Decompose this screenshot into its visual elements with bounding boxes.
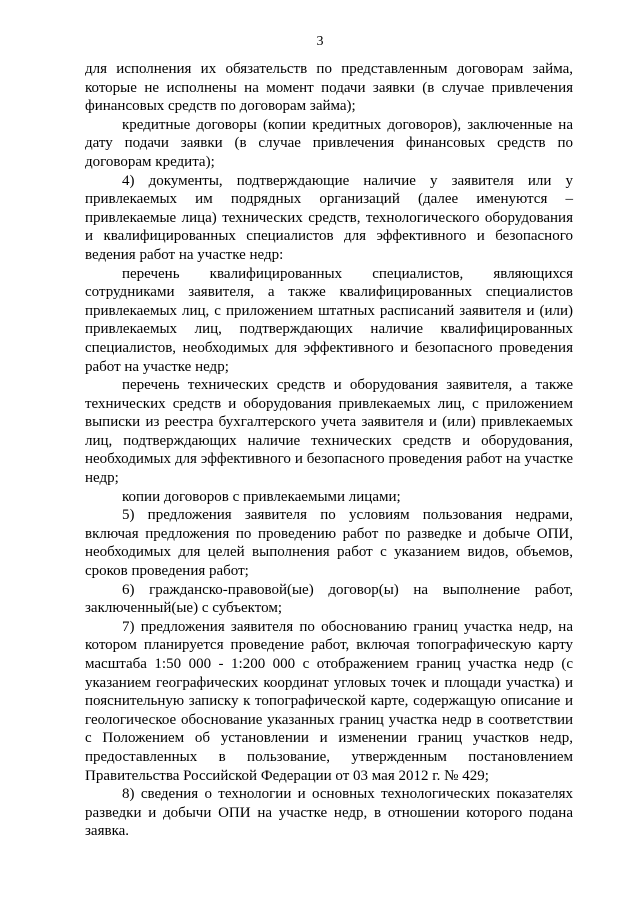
paragraph-item-5-proposals: 5) предложения заявителя по условиям пользования недрами, включая предложения по проведению работ по разведке и добыче ОПИ, необходимых для целей выполнения работ с указанием видов, объемов, сроков проведения работ; bbox=[85, 507, 573, 580]
paragraph-item-6-civil-contracts: 6) гражданско-правовой(ые) договор(ы) на выполнение работ, заключенный(ые) с субъектом; bbox=[85, 581, 573, 617]
page-number: 3 bbox=[316, 34, 324, 49]
paragraph-specialists-list: перечень квалифицированных специалистов, являющихся сотрудниками заявителя, а также квалифицированных специалистов привлекаемых лиц, с приложением штатных расписаний заявителя и (или) привлекаемых лиц, подтверждающих наличие квалифицированных специалистов, необходимых для эффективного и безопасного проведения работ на участке недр; bbox=[85, 265, 573, 375]
paragraph-item-7-boundaries: 7) предложения заявителя по обоснованию границ участка недр, на котором планируется проведение работ, включая топографическую карту масштаба 1:50 000 - 1:200 000 с отображением границ участка недр (с указанием географических координат угловых точек и площади участка) и пояснительную записку к топографической карте, содержащую описание и геологическое обоснование указанных границ участка недр в соответствии с Положением об установлении и изменении границ участков недр, предоставленных в пользование, утвержденным постановлением Правительства Российской Федерации от 03 мая 2012 г. № 429; bbox=[85, 618, 573, 784]
paragraph-loan-agreements-continuation: для исполнения их обязательств по представленным договорам займа, которые не исполнены на момент подачи заявки (в случае привлечения финансовых средств по договорам займа); bbox=[85, 61, 573, 115]
paragraph-equipment-list: перечень технических средств и оборудования заявителя, а также технических средств и оборудования привлекаемых лиц, с приложением выписки из реестра бухгалтерского учета заявителя и (или) привлекаемых лиц, подтверждающих наличие технических средств и оборудования, необходимых для эффективного и безопасного проведения работ на участке недр; bbox=[85, 377, 573, 487]
paragraph-item-8-technology: 8) сведения о технологии и основных технологических показателях разведки и добычи ОПИ на участке недр, в отношении которого подана заявка. bbox=[85, 786, 573, 840]
paragraph-credit-agreements: кредитные договоры (копии кредитных договоров), заключенные на дату подачи заявки (в случае привлечения финансовых средств по договорам кредита); bbox=[85, 116, 573, 170]
document-body bbox=[85, 60, 573, 841]
paragraph-contract-copies: копии договоров с привлекаемыми лицами; bbox=[122, 488, 401, 505]
paragraph-item-4-documents: 4) документы, подтверждающие наличие у заявителя или у привлекаемых им подрядных организаций (далее именуются – привлекаемые лица) технических средств, технологического оборудования и квалифицированных специалистов для эффективного и безопасного ведения работ на участке недр: bbox=[85, 172, 573, 263]
